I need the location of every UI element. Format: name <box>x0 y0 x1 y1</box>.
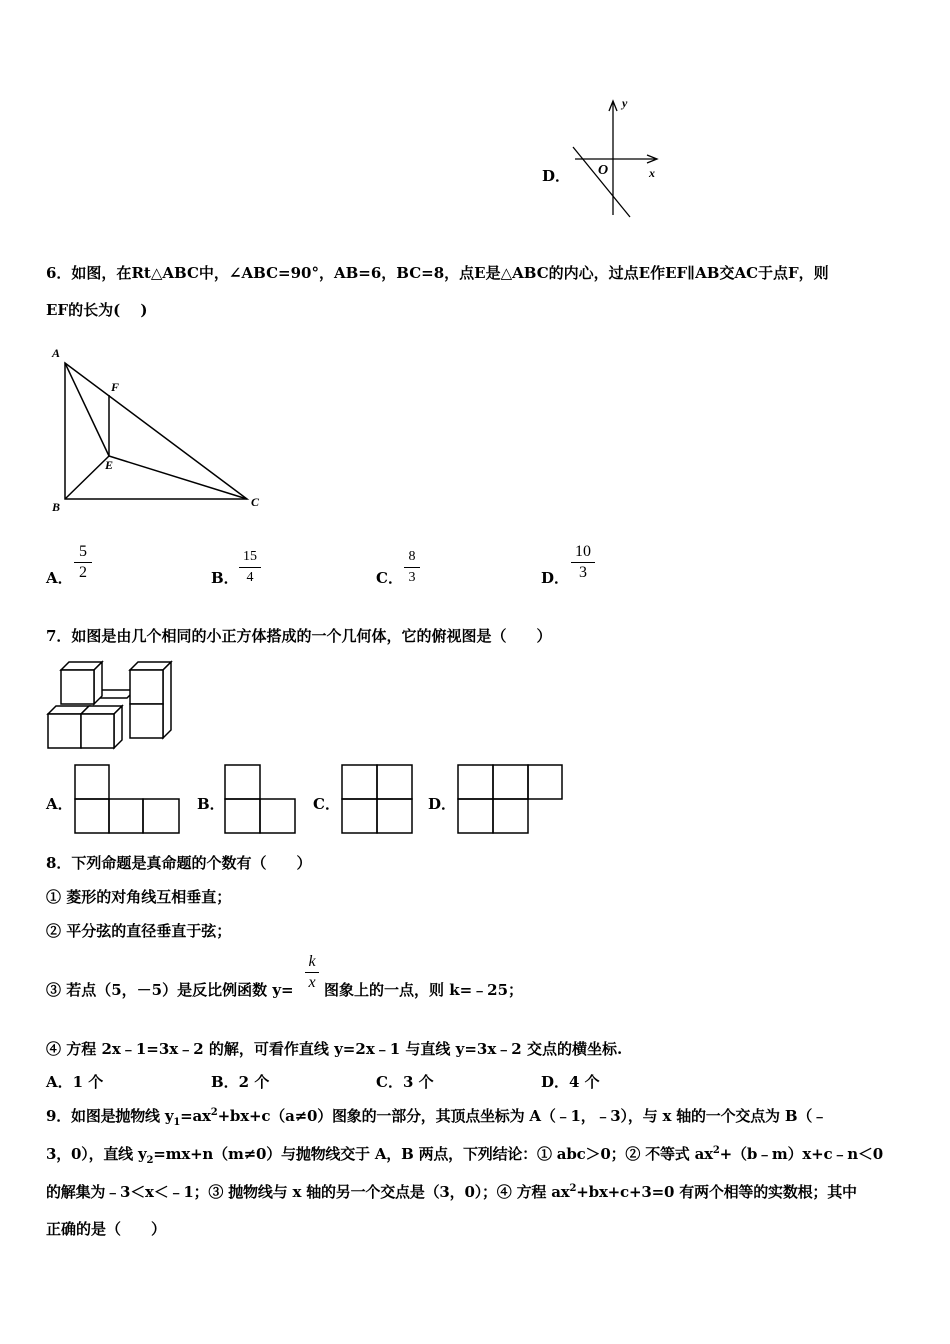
q6-option-d-label: D． <box>541 569 570 587</box>
q6-option-c-label: C． <box>376 569 403 587</box>
q8-option-a: A．1 个 <box>46 1073 104 1091</box>
q9-text-line4: 正确的是（ ） <box>46 1220 167 1238</box>
q5-option-d-label: D． <box>542 167 571 185</box>
q7-option-b-grid <box>224 764 299 836</box>
q9-text-line2: 3，0），直线 $y_2=mx+n(m\ne 0)$与抛物线交于 A，B 两点，下列结论：① abc＞0；② 不等式 $ax^2+(b﹣m)x+c﹣n<0$ <box>46 1145 883 1166</box>
label-F: F <box>111 380 120 394</box>
q8-statement-1: ① 菱形的对角线互相垂直； <box>46 888 232 906</box>
q8-k-over-x-fraction: k x <box>305 953 319 992</box>
q6-option-a-fraction: 5 2 <box>74 543 92 582</box>
q7-option-d-grid <box>457 764 567 836</box>
q8-text: 8．下列命题是真命题的个数有（ ） <box>46 854 312 872</box>
q5-option-d-graph <box>565 95 665 225</box>
q7-cube-figure <box>44 660 184 756</box>
q6-option-b-fraction: 15 4 <box>239 548 261 587</box>
q6-option-b-label: B． <box>211 569 239 587</box>
q9-text-line1: 9．如图是抛物线 $y_1=ax^2+bx+c(a\ne 0)$图象的一部分，其顶点坐标为 A（﹣1，﹣3），与 x 轴的一个交点为 B（﹣ <box>46 1107 827 1128</box>
q8-statement-3-post: 图象上的一点，则 k=﹣25； <box>324 981 524 999</box>
q8-option-d: D．4 个 <box>541 1073 600 1091</box>
label-C: C <box>251 495 260 509</box>
q6-triangle-figure <box>45 343 275 518</box>
q7-option-c-label: C． <box>313 795 340 813</box>
q8-option-b: B．2 个 <box>211 1073 270 1091</box>
graph-y-label: y <box>622 96 628 110</box>
label-A: A <box>52 346 61 360</box>
label-B: B <box>52 500 61 514</box>
q8-statement-3-pre: ③ 若点（5，－5）是反比例函数 y= <box>46 981 294 999</box>
q6-option-d-fraction: 10 3 <box>571 543 595 582</box>
q8-option-c: C．3 个 <box>376 1073 434 1091</box>
q8-statement-2: ② 平分弦的直径垂直于弦； <box>46 922 232 940</box>
q6-option-a-label: A． <box>46 569 73 587</box>
q7-text: 7．如图是由几个相同的小正方体搭成的一个几何体，它的俯视图是（ ） <box>46 627 552 645</box>
q7-option-a-grid <box>74 764 184 836</box>
q6-text-line2: EF的长为( ) <box>46 301 148 319</box>
q8-statement-4: ④ 方程 2x﹣1=3x﹣2 的解，可看作直线 y=2x﹣1 与直线 y=3x﹣2 交点的横坐标. <box>46 1040 623 1058</box>
q7-option-c-grid <box>341 764 416 836</box>
graph-origin-label: O <box>598 163 609 178</box>
q9-text-line3: 的解集为﹣3＜x＜﹣1；③ 抛物线与 x 轴的另一个交点是（3，0）；④ 方程 $ax^2+bx+c+3=0$ 有两个相等的实数根；其中 <box>46 1183 857 1201</box>
q6-text-line1: 6．如图，在Rt△ABC中，∠ABC=90°，AB=6，BC=8，点E是△ABC的内心，过点E作EF∥AB交AC于点F，则 <box>46 264 829 282</box>
q7-option-b-label: B． <box>197 795 225 813</box>
graph-x-label: x <box>649 166 655 180</box>
q6-option-c-fraction: 8 3 <box>404 548 420 587</box>
label-E: E <box>105 458 114 472</box>
q7-option-d-label: D． <box>428 795 457 813</box>
q7-option-a-label: A． <box>46 795 73 813</box>
